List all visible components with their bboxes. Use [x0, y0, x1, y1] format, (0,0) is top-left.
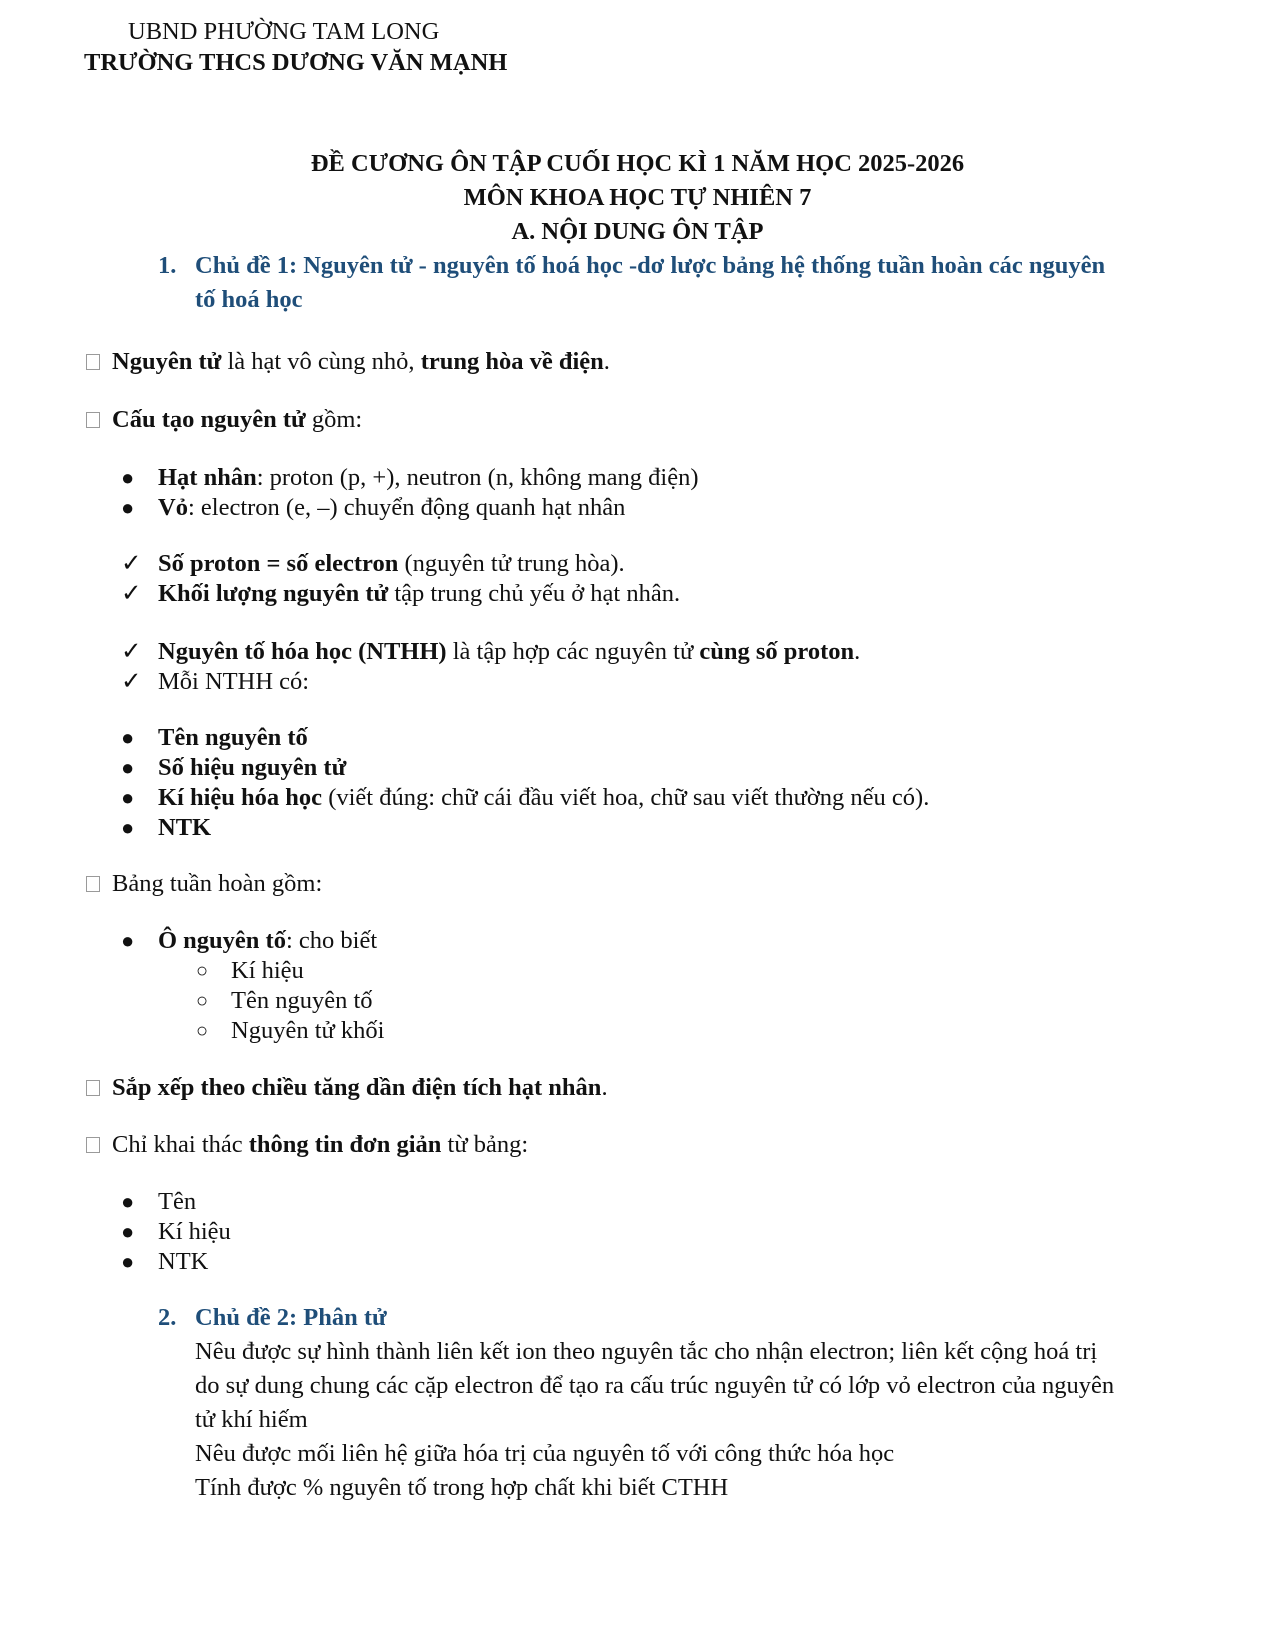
para-atom-structure: Cấu tạo nguyên tử gồm:	[86, 405, 362, 435]
list-item: Hạt nhân: proton (p, +), neutron (n, không mang điện)	[158, 464, 699, 491]
list-item: NTK	[158, 1248, 209, 1275]
checkmark-icon: ✓	[121, 668, 142, 695]
checkbox-square-icon	[86, 876, 100, 892]
topic2-number: 2.	[158, 1304, 177, 1331]
list-item: Số proton = số electron (nguyên tử trung hòa).	[158, 550, 625, 577]
circle-bullet-icon: ○	[196, 1020, 209, 1042]
doc-subject: MÔN KHOA HỌC TỰ NHIÊN 7	[463, 184, 812, 211]
circle-bullet-icon: ○	[196, 990, 209, 1012]
bullet-icon: ●	[121, 1189, 135, 1214]
sub-list-item: Nguyên tử khối	[231, 1017, 385, 1044]
list-item: Tên nguyên tố	[158, 724, 308, 751]
bullet-icon: ●	[121, 1249, 135, 1274]
doc-title: ĐỀ CƯƠNG ÔN TẬP CUỐI HỌC KÌ 1 NĂM HỌC 2025-2026	[310, 150, 965, 177]
list-item: Mỗi NTHH có:	[158, 668, 310, 695]
bullet-icon: ●	[121, 1219, 135, 1244]
bullet-icon: ●	[121, 785, 135, 810]
list-item: Vỏ: electron (e, –) chuyển động quanh hạt nhân	[158, 494, 626, 521]
circle-bullet-icon: ○	[196, 960, 209, 982]
list-item: Nguyên tố hóa học (NTHH) là tập hợp các nguyên tử cùng số proton.	[158, 638, 861, 665]
para-periodic-table: Bảng tuần hoàn gồm:	[86, 869, 322, 899]
list-item: Số hiệu nguyên tử	[158, 754, 347, 781]
checkbox-square-icon	[86, 412, 100, 428]
list-item: Ô nguyên tố: cho biết	[158, 927, 378, 954]
header-school: TRƯỜNG THCS DƯƠNG VĂN MẠNH	[84, 49, 508, 76]
list-item: Kí hiệu	[158, 1218, 231, 1245]
topic2-heading: Chủ đề 2: Phân tử	[195, 1304, 387, 1331]
topic2-line: tử khí hiếm	[195, 1406, 308, 1433]
topic2-line: Nêu được mối liên hệ giữa hóa trị của nguyên tố với công thức hóa học	[195, 1440, 895, 1467]
checkbox-square-icon	[86, 1137, 100, 1153]
topic1-heading-line2: tố hoá học	[195, 286, 303, 313]
bullet-icon: ●	[121, 495, 135, 520]
header-org: UBND PHƯỜNG TAM LONG	[128, 18, 440, 45]
bullet-icon: ●	[121, 928, 135, 953]
para-atom-definition: Nguyên tử là hạt vô cùng nhỏ, trung hòa về điện.	[86, 347, 610, 377]
list-item: NTK	[158, 814, 212, 841]
bullet-icon: ●	[121, 465, 135, 490]
bullet-icon: ●	[121, 725, 135, 750]
topic2-line: do sự dung chung các cặp electron để tạo ra cấu trúc nguyên tử có lớp vỏ electron của nguyên	[195, 1372, 1115, 1399]
checkbox-square-icon	[86, 1080, 100, 1096]
checkmark-icon: ✓	[121, 580, 142, 607]
checkmark-icon: ✓	[121, 550, 142, 577]
para-extract-info: Chỉ khai thác thông tin đơn giản từ bảng:	[86, 1130, 528, 1160]
topic2-line: Tính được % nguyên tố trong hợp chất khi biết CTHH	[195, 1474, 729, 1501]
bullet-icon: ●	[121, 815, 135, 840]
para-arrangement: Sắp xếp theo chiều tăng dần điện tích hạt nhân.	[86, 1073, 608, 1103]
section-a-heading: A. NỘI DUNG ÔN TẬP	[511, 218, 764, 245]
list-item: Kí hiệu hóa học (viết đúng: chữ cái đầu viết hoa, chữ sau viết thường nếu có).	[158, 784, 930, 811]
sub-list-item: Tên nguyên tố	[231, 987, 373, 1014]
list-item: Tên	[158, 1188, 197, 1215]
topic1-number: 1.	[158, 252, 177, 279]
topic1-heading-line1: Chủ đề 1: Nguyên tử - nguyên tố hoá học -dơ lược bảng hệ thống tuần hoàn các nguyên	[195, 252, 1106, 279]
list-item: Khối lượng nguyên tử tập trung chủ yếu ở hạt nhân.	[158, 580, 681, 607]
bullet-icon: ●	[121, 755, 135, 780]
topic2-line: Nêu được sự hình thành liên kết ion theo nguyên tắc cho nhận electron; liên kết cộng hoá trị	[195, 1338, 1098, 1365]
checkmark-icon: ✓	[121, 638, 142, 665]
sub-list-item: Kí hiệu	[231, 957, 304, 984]
checkbox-square-icon	[86, 354, 100, 370]
